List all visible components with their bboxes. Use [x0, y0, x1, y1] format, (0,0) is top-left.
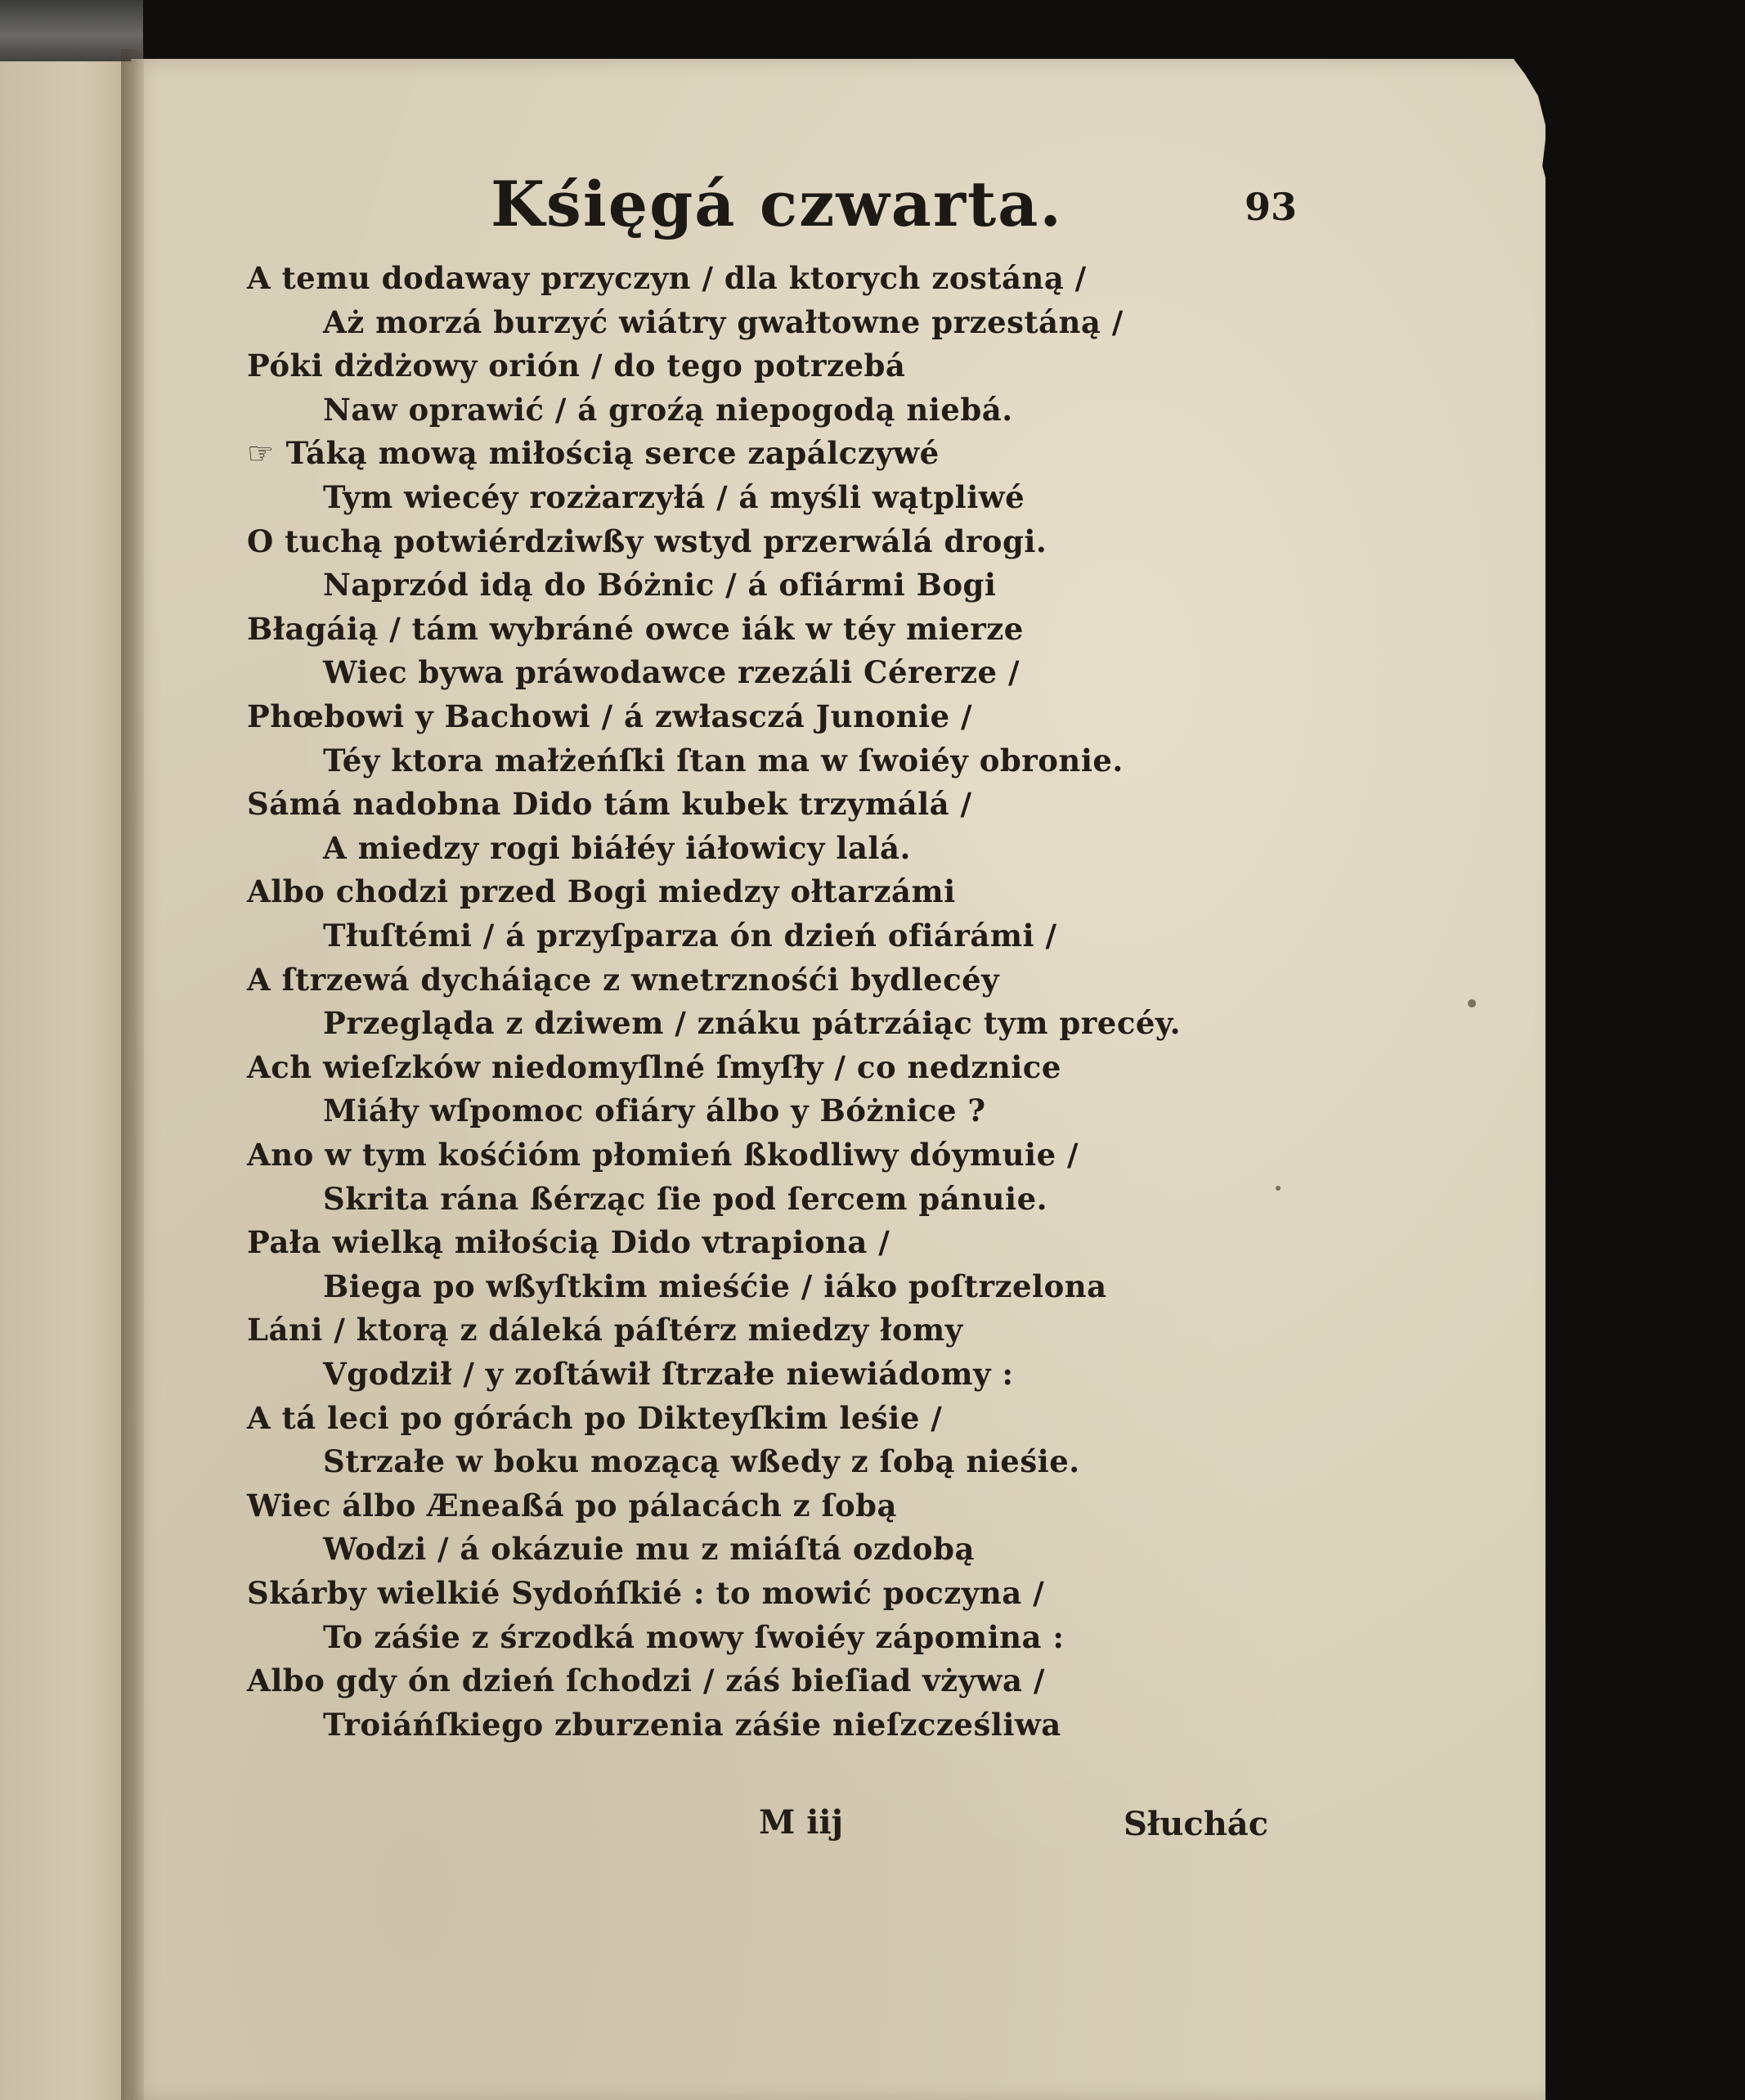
paragraph-mark-icon: ☞: [247, 436, 275, 472]
verse-line-text: Naw oprawić / á groźą niepogodą niebá.: [323, 391, 1013, 428]
verse-line: [247, 260, 1087, 296]
verse-line: [247, 348, 905, 384]
verse-line-text: Pała wielką miłością Dido vtrapiona /: [247, 1224, 890, 1261]
verse-line-text: Przegląda z dziwem / znáku pátrzáiąc tym precéy.: [323, 1005, 1182, 1042]
verse-line-text: A miedzy rogi biáłéy iáłowicy lalá.: [323, 829, 911, 866]
verse-line: [323, 1268, 1107, 1304]
verse-line: [247, 1137, 1079, 1173]
verse-line-text: Láni / ktorą z dáleká páſtérz miedzy łomy: [247, 1312, 963, 1348]
verse-line-text: Aż morzá burzyć wiátry gwałtowne przestáną /: [323, 303, 1124, 340]
verse-line-text: Troiáńſkiego zburzenia záśie nieſzcześliwa: [323, 1706, 1061, 1743]
verse-line: [247, 1049, 1061, 1085]
folio-number: 93: [1245, 185, 1298, 229]
verse-line: [247, 1488, 897, 1523]
verse-line: [247, 611, 1024, 647]
verse-line-text: Albo chodzi przed Bogi miedzy ołtarzámi: [247, 873, 956, 910]
verse-line: [323, 654, 1020, 690]
verse-line-text: Biega po wßyſtkim mieśćie / iáko poſtrzelona: [323, 1268, 1107, 1304]
verse-line: [323, 830, 911, 866]
page-gutter-shadow: [121, 49, 144, 2100]
verse-line-text: Tym wiecéy rozżarzyłá / á myśli wątpliwé: [323, 479, 1025, 515]
verse-line-text: Póki dżdżowy orión / do tego potrzebá: [247, 348, 906, 384]
verse-line: [323, 1181, 1047, 1217]
verse-line-text: Wiec álbo Æneaßá po pálacách z ſobą: [247, 1487, 897, 1523]
verse-line: [323, 1531, 975, 1567]
verse-line: [247, 873, 956, 909]
verse-line: [247, 698, 972, 734]
verse-line: [247, 1400, 942, 1436]
verse-line-text: Wiec bywa práwodawce rzezáli Cérerze /: [323, 654, 1020, 691]
verse-line-text: Albo gdy ón dzień ſchodzi / záś bieſiad vżywa /: [247, 1662, 1045, 1699]
verse-line: [323, 1707, 1061, 1743]
verse-line: [323, 479, 1025, 515]
verse-line: [323, 567, 996, 603]
verse-line-text: Vgodził / y zoſtáwił ſtrzałe niewiádomy :: [323, 1356, 1014, 1392]
verse-line-text: Naprzód idą do Bóżnic / á ofiármi Bogi: [323, 567, 997, 604]
verse-line: [323, 1443, 1080, 1479]
verse-line: [247, 962, 999, 998]
verse-line: [247, 1662, 1045, 1698]
verse-line: [323, 304, 1124, 340]
signature-mark: M iij: [759, 1803, 844, 1842]
verse-line-text: O tuchą potwiérdziwßy wstyd przerwálá drogi.: [247, 523, 1047, 559]
verse-line-text: Táką mową miłością serce zapálczywé: [285, 435, 940, 472]
verse-line-text: Téy ktora małżeńſki ſtan ma w ſwoiéy obronie.: [323, 742, 1124, 779]
verse-line-text: A tá leci po górách po Dikteyſkim leśie /: [247, 1399, 943, 1436]
verse-line-text: A temu dodaway przyczyn / dla ktorych zostáną /: [247, 260, 1087, 296]
verse-line-text: Błagáią / tám wybráné owce iák w téy mierze: [247, 610, 1024, 647]
verse-line-text: Ano w tym kośćióm płomień ßkodliwy dóymuie /: [247, 1137, 1079, 1173]
verse-line: [323, 1356, 1014, 1392]
verse-line-text: Strzałe w boku mozącą wßedy z ſobą nieśie.: [323, 1443, 1080, 1480]
verse-line: [323, 918, 1056, 954]
catchword: Słuchác: [1124, 1805, 1269, 1843]
verse-line: [247, 786, 972, 822]
foxing-spot: [1468, 999, 1476, 1007]
running-head: Kśięgá czwarta.: [491, 168, 1063, 240]
verse-line: [247, 435, 940, 471]
verse-line-text: Miáły wſpomoc ofiáry álbo y Bóżnice ?: [323, 1093, 986, 1129]
verse-line-text: To záśie z śrzodká mowy ſwoiéy zápomina :: [323, 1618, 1065, 1655]
verse-line-text: Tłuſtémi / á przyſparza ón dzień ofiárámi /: [323, 918, 1057, 954]
verse-line: [323, 743, 1124, 779]
verse-line: [323, 392, 1013, 428]
verse-line: [323, 1093, 986, 1129]
verse-line: [247, 1224, 890, 1260]
verse-line-text: Ach wieſzków niedomyſlné ſmyſły / co nedznice: [247, 1048, 1061, 1085]
verse-line: [247, 523, 1047, 559]
verse-line-text: A ſtrzewá dycháiące z wnetrznośći bydlecéy: [247, 961, 1000, 998]
verse-line-text: Skárby wielkié Sydońſkié : to mowić poczyna /: [247, 1575, 1045, 1611]
verse-line-text: Skrita rána ßérząc ſie pod ſercem pánuie.: [323, 1180, 1047, 1217]
verse-line: [323, 1619, 1065, 1655]
previous-page-edge: [0, 61, 135, 2100]
verse-line-text: Sámá nadobna Dido tám kubek trzymálá /: [247, 786, 972, 823]
verse-line-text: Wodzi / á okázuie mu z miáſtá ozdobą: [323, 1531, 975, 1568]
verse-line: [247, 1312, 963, 1348]
verse-line: [247, 1575, 1044, 1611]
foxing-spot: [1276, 1186, 1281, 1191]
verse-line-text: Phœbowi y Bachowi / á zwłasczá Junonie /: [247, 698, 973, 734]
verse-line: [323, 1005, 1181, 1041]
